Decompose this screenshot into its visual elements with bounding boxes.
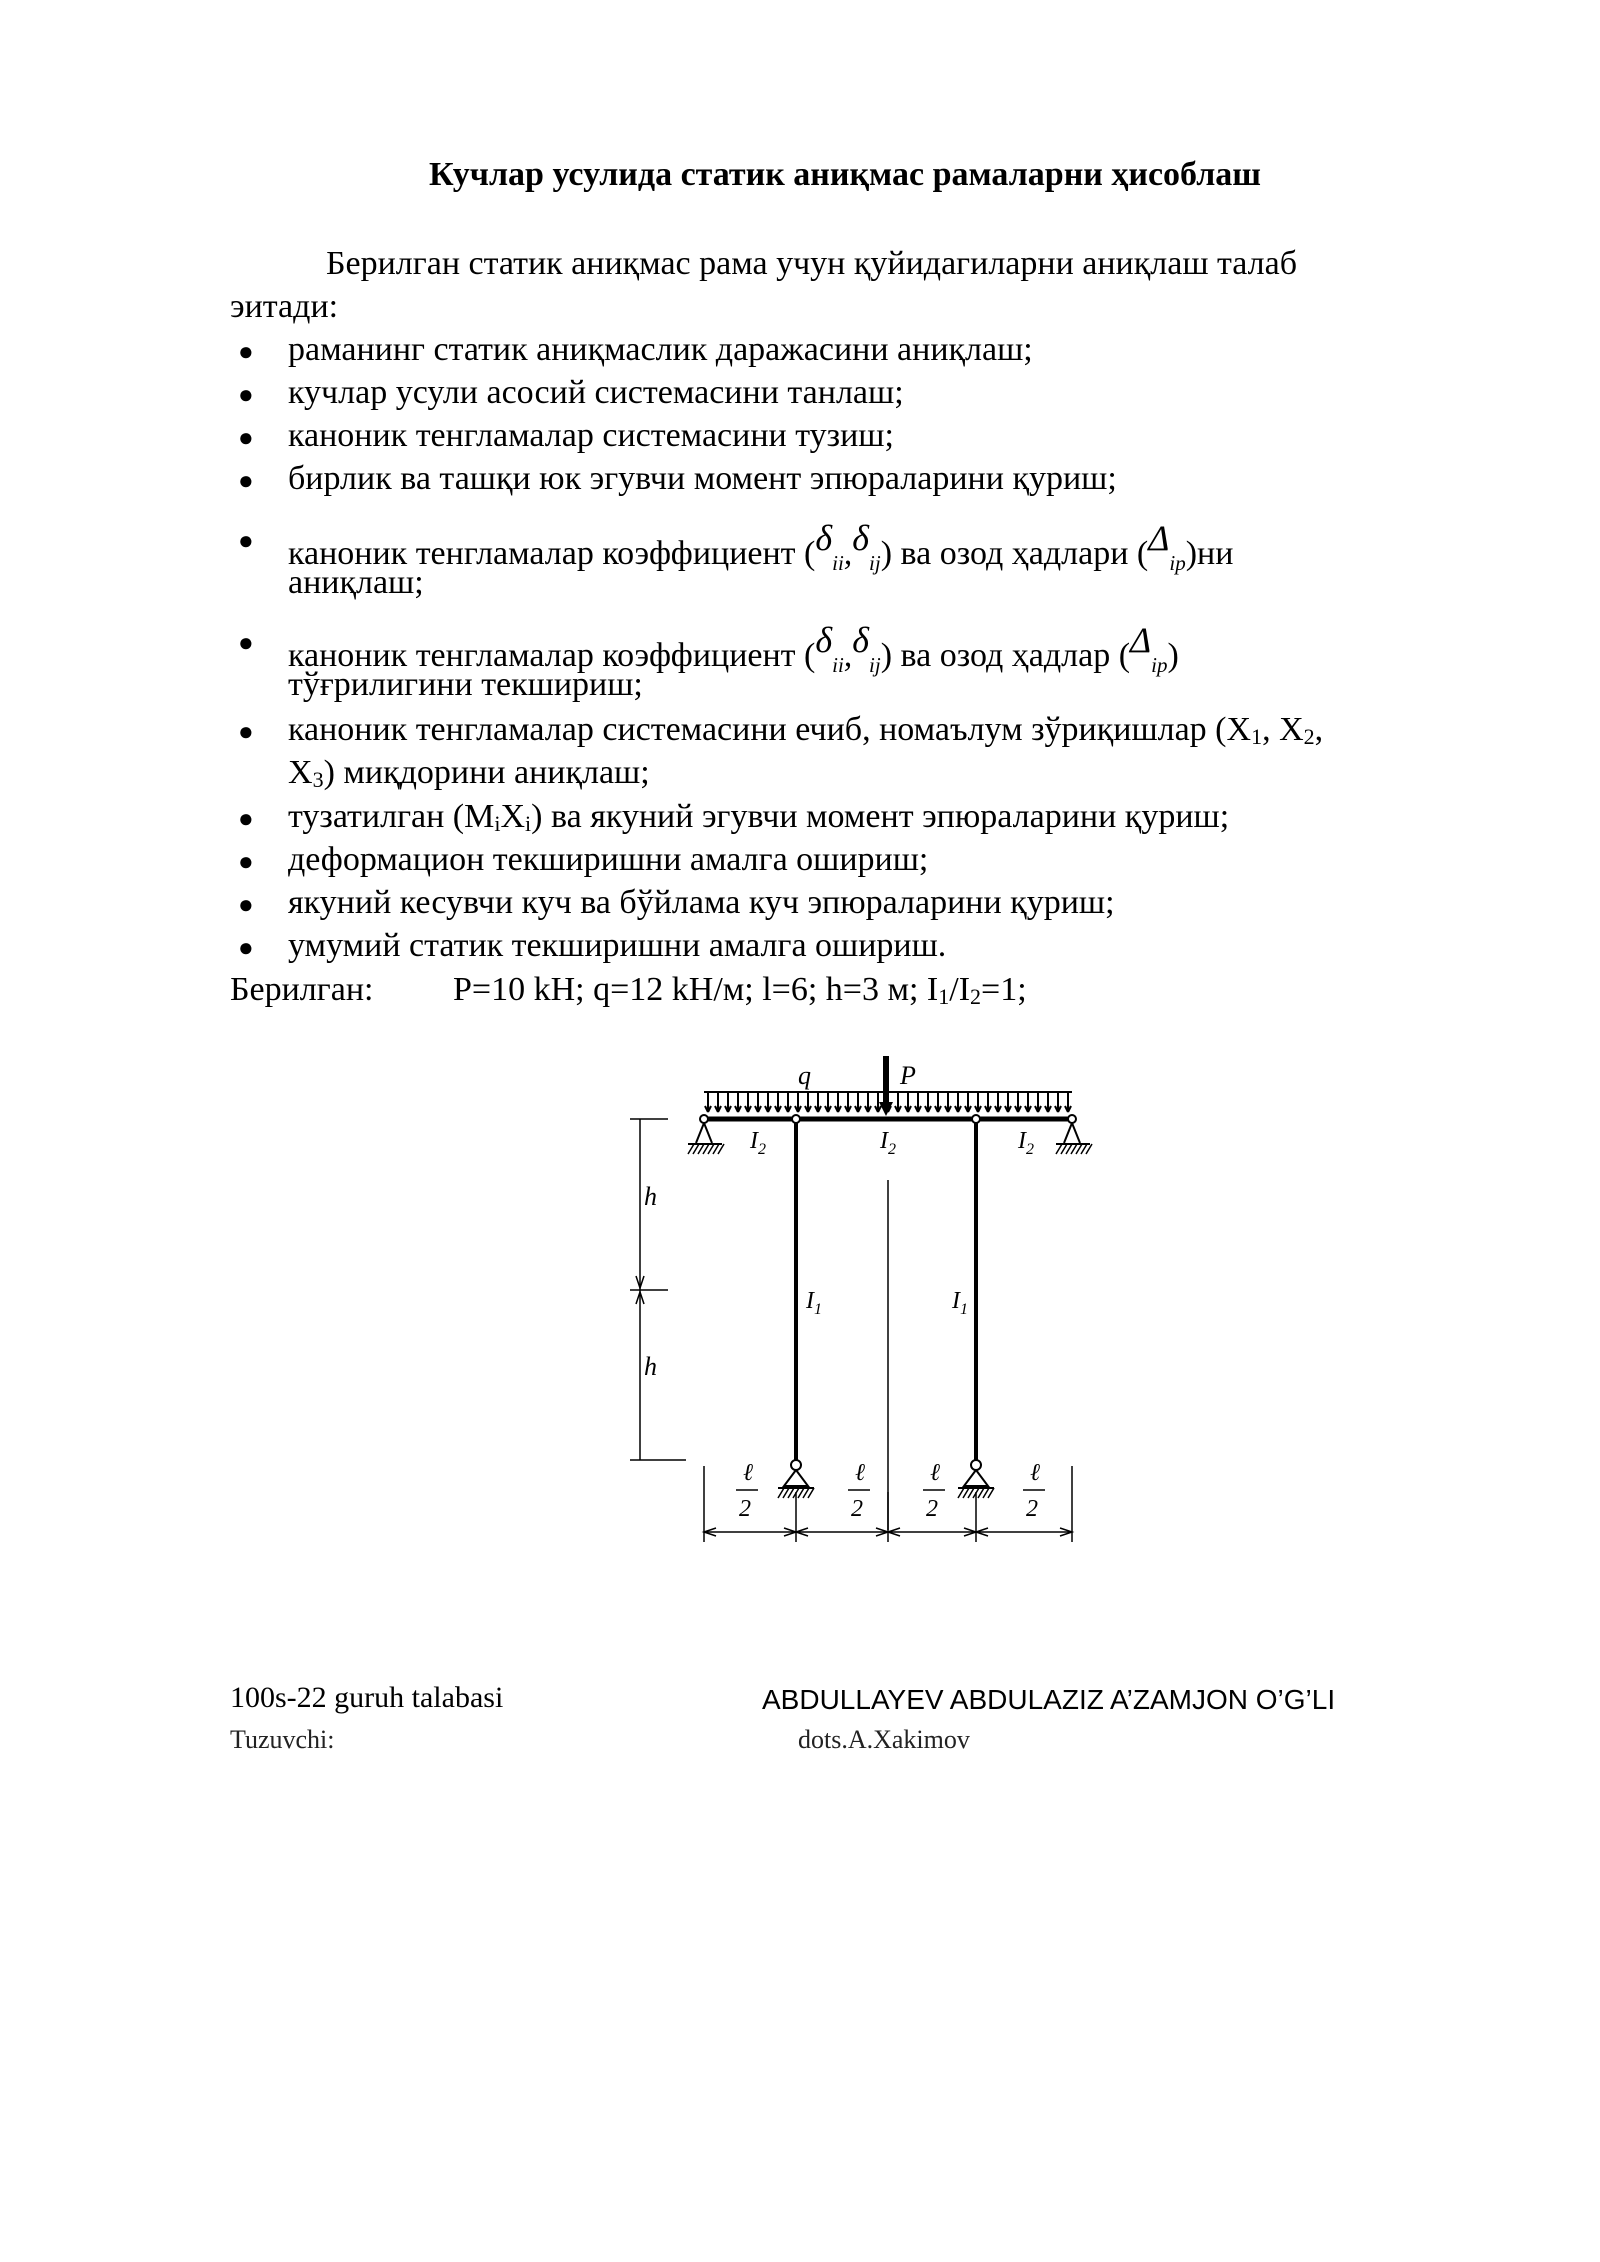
list-item-continuation: тўғрилигини текшириш; [288,666,643,703]
svg-text:ℓ: ℓ [1030,1460,1040,1486]
list-item: якуний кесувчи куч ва бўйлама куч эпюраларини қуриш; [288,884,1115,921]
height-dimensions [630,1119,686,1460]
list-item-coefficients: каноник тенгламалар коэффициент (δii,δij) ва озод ҳадлари (Δip)ни [288,518,1234,575]
bullet-dot: ● [238,526,254,555]
columns [796,1122,976,1460]
left-end-support [688,1123,722,1144]
list-item: раманинг статик аниқмаслик даражасини аниқлаш; [288,331,1033,368]
list-item: тузатилган (MiXi) ва якуний эгувчи момент эпюраларини қуриш; [288,798,1230,836]
intro-line-1: Берилган статик аниқмас рама учун қуйидагиларни аниқлаш талаб [326,245,1298,282]
svg-text:ℓ: ℓ [855,1460,865,1486]
bullet-dot: ● [238,890,254,919]
list-item: бирлик ва ташқи юк эгувчи момент эпюраларини қуриш; [288,460,1117,497]
bullet-dot: ● [238,337,254,366]
label-P: P [900,1061,916,1090]
list-item: кучлар усули асосий системасини танлаш; [288,374,904,411]
svg-text:ℓ: ℓ [743,1460,753,1486]
author-label: Tuzuvchi: [230,1725,335,1754]
label-h-lower: h [644,1352,657,1381]
list-item: каноник тенгламалар системасини тузиш; [288,417,894,454]
label-I1-left: $I_1$ [806,1288,822,1318]
label-I2-left: $I_2$ [750,1128,766,1158]
given-label: Берилган: [230,971,374,1008]
bullet-dot: ● [238,628,254,657]
label-I2-right: $I_2$ [1018,1128,1034,1158]
right-hatch [1056,1144,1092,1154]
label-I1-right: $I_1$ [952,1288,968,1318]
left-hatch [688,1144,724,1154]
label-q: q [798,1061,811,1090]
svg-text:2: 2 [739,1496,751,1522]
list-item: деформацион текширишни амалга ошириш; [288,841,929,878]
bullet-dot: ● [238,933,254,962]
list-item-continuation: аниқлаш; [288,564,424,601]
intro-line-2: эитади: [230,288,339,325]
frame-diagram [600,1040,1120,1550]
svg-text:2: 2 [851,1496,863,1522]
student-name: ABDULLAYEV ABDULAZIZ A’ZAMJON O’G’LI [762,1684,1336,1715]
svg-text:2: 2 [1026,1496,1038,1522]
list-item-check: каноник тенгламалар коэффициент (δii,δij) ва озод ҳадлар (Δip) [288,620,1179,677]
label-h-upper: h [644,1182,657,1211]
list-item: умумий статик текширишни амалга ошириш. [288,927,947,964]
label-I2-middle: $I_2$ [880,1128,896,1158]
svg-text:2: 2 [926,1496,938,1522]
page-title: Кучлар усулида статик аниқмас рамаларни ҳисоблаш [429,156,1261,193]
svg-text:ℓ: ℓ [930,1460,940,1486]
bullet-dot: ● [238,466,254,495]
bullet-dot: ● [238,380,254,409]
bullet-dot: ● [238,804,254,833]
given-values: P=10 kH; q=12 kH/м; l=6; h=3 м; I1/I2=1; [453,971,1027,1009]
bullet-dot: ● [238,847,254,876]
author-name: dots.A.Xakimov [798,1725,970,1754]
column-supports [778,1460,994,1488]
list-item-continuation: X3) миқдорини аниқлаш; [288,754,650,792]
group-label: 100s-22 guruh talabasi [230,1681,504,1714]
list-item-unknowns: каноник тенгламалар системасини ечиб, номаълум зўриқишлар (X1, X2, [288,711,1324,749]
column-hatch [778,1488,994,1498]
bullet-dot: ● [238,423,254,452]
bullet-dot: ● [238,717,254,746]
right-end-support [1056,1123,1090,1144]
